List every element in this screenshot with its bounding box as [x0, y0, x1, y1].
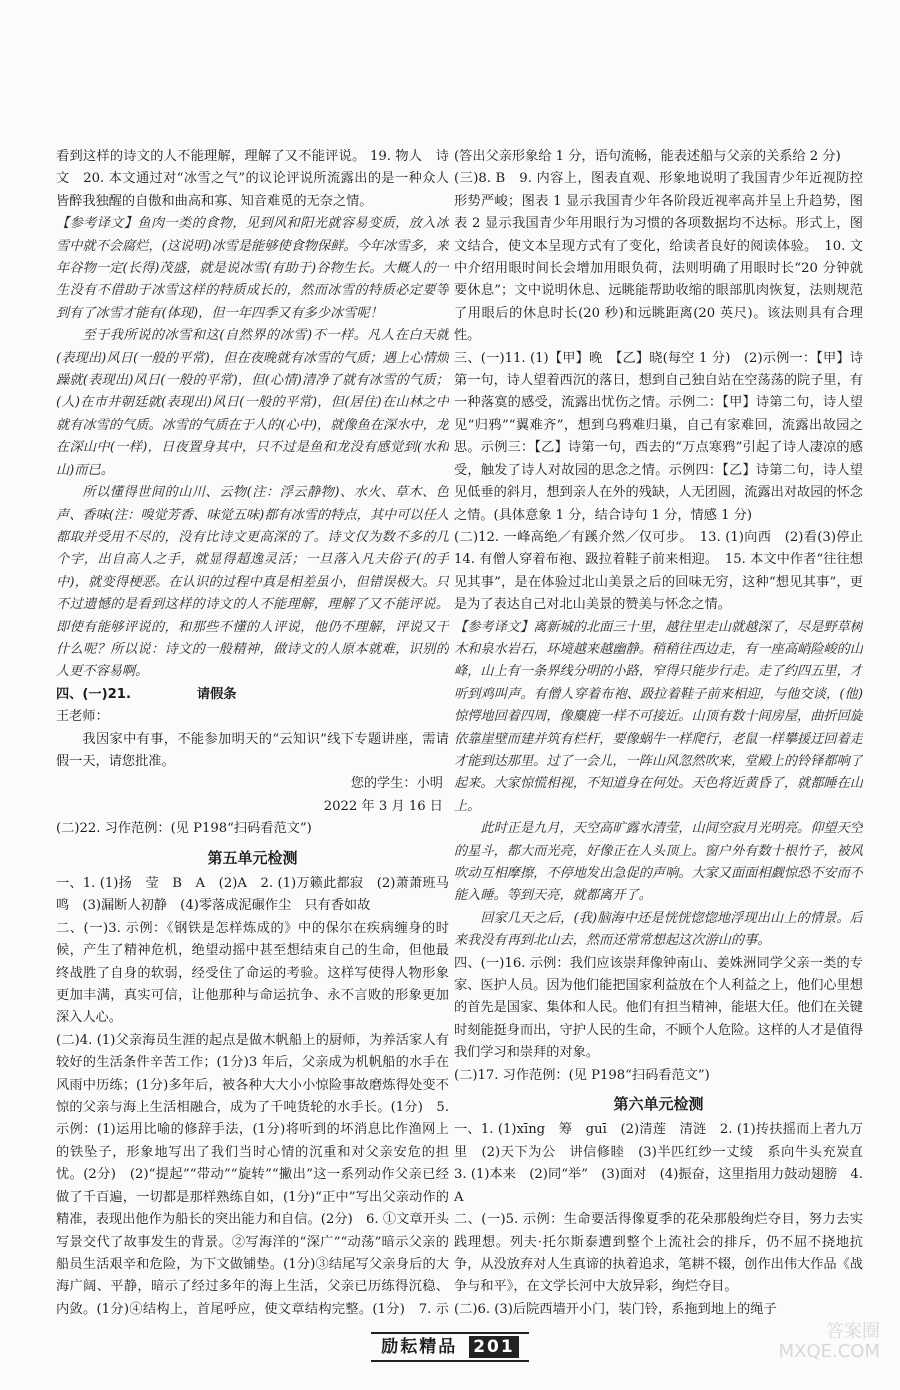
watermark-line1: 答案圈: [826, 1321, 880, 1342]
brand-box: [371, 1332, 528, 1362]
right-paragraph: 此时正是九月，天空高旷露水清莹，山间空寂月光明亮。仰望天空的星斗，都大而光亮，好像正在人头顶上。窗户外有数十根竹子，被风吹动互相摩擦，不停地发出急促的声响。大家又面面相觑惊恐不安而不能入睡。等到天亮，就都离开了。: [454, 821, 863, 904]
right-paragraph: 一、1. (1)xīng 筹 guī (2)清莲 清涟 2. (1)抟扶摇而上者九万里 (2)天下为公 讲信修睦 (3)半匹红纱一丈绫 系向牛头充炭直 3. (1)本来 (2)同“举” (3)面对 (4)振奋，这里指用力鼓动翅膀 4. A: [454, 1122, 863, 1205]
right-paragraph: (答出父亲形象给 1 分，语句流畅，能表述船与父亲的关系给 2 分): [454, 149, 841, 164]
right-paragraph: (二)12. 一峰高绝／有蹊介然／仅可步。 13. (1)向西 (2)看(3)停止 14. 有僧人穿着布袍、趿拉着鞋子前来相迎。 15. 本文中作者“往往想见其事”，是在体验过北山美景之后的回味无穷，这种“想见其事”，更是为了表达自己对北山美景的赞美与怀念之情。: [454, 529, 863, 613]
left-paragraph: 您的学生：小明: [350, 776, 443, 792]
brand-name: 励耘精品: [381, 1337, 458, 1357]
left-paragraph: 王老师：: [56, 709, 109, 725]
right-paragraph: 三、(一)11. (1)【甲】晚 【乙】晓(每空 1 分) (2)示例一：【甲】诗第一句，诗人望着西沉的落日，想到自己独自站在空荡荡的院子里，有一种落寞的感受，流露出忧伤之情。示例二：【甲】诗第二句，诗人望见“归鸦”“翼难齐”，想到乌鸦难归巢，自己有家难回，流露出故园之思。示例三：【乙】诗第一句，西去的“万点寒鸦”引起了诗人凄凉的感受，触发了诗人对故园的思念之情。示例四：【乙】诗第二句，诗人望见低垂的斜月，想到亲人在外的残缺，人无团圆，流露出对故园的怀念之情。(具体意象 1 分，结合诗句 1 分，情感 1 分): [454, 350, 863, 523]
right-paragraph: 二、(一)5. 示例：生命要活得像夏季的花朵那般绚烂夺目，努力去实践理想。列夫·托尔斯泰遭到整个上流社会的排斥，仍不屈不挠地抗争，从没放弃对人生真谛的执着追求，笔耕不辍，创作出伟大作品《战争与和平》，在文学长河中大放异彩，绚烂夺目。: [454, 1212, 863, 1295]
left-paragraph: 至于我所说的冰雪和这(自然界的冰雪)不一样。凡人在白天就(表现出)风日(一般的平常)，但在夜晚就有冰雪的气质；遇上心情烦躁就(表现出)风日(一般的平常)，但(心情)清净了就有冰雪的气质；(人)在市井朝廷就(表现出)风日(一般的平常)，但(居住)在山林之中就有冰雪的气质。冰雪的气质在于人的(心中)，就像鱼在深水中，龙在深山中(一样)，日夜置身其中，只不过是鱼和龙没有感觉到(水和山)而已。: [56, 328, 449, 478]
right-paragraph: 四、(一)16. 示例：我们应该崇拜像钟南山、姜姝洲同学父亲一类的专家、医护人员。因为他们能把国家利益放在个人利益之上，他们心里想的首先是国家、集体和人民。他们有担当精神，能堪大任。他们在关键时刻能挺身而出，守护人民的生命，不顾个人危险。这样的人才是值得我们学习和崇拜的对象。: [454, 955, 863, 1061]
left-paragraph: 第五单元检测: [207, 848, 298, 867]
watermark-logo: [690, 1322, 880, 1382]
left-paragraph: 二、(一)3. 示例：《钢铁是怎样炼成的》中的保尔在疾病缠身的时候，产生了精神危机，绝望动摇中甚至想结束自己的生命，但他最终战胜了自身的软弱，经受住了命运的考验。这样写使得人物形象更加丰满，真实可信，让他那种与命运抗争、永不言败的形象更加深入人心。: [56, 920, 449, 1026]
left-paragraph: 看到这样的诗文的人不能理解，理解了又不能评说。 19. 物人 诗文 20. 本文通过对“冰雪之气”的议论评说所流露出的是一种众人皆醉我独醒的自傲和曲高和寡、知音难觅的无奈之情。: [56, 149, 449, 209]
page-number: 201: [469, 1336, 519, 1358]
left-paragraph: 【参考译文】鱼肉一类的食物，见到风和阳光就容易变质，放入冰雪中就不会腐烂，(这说明)冰雪是能够使食物保鲜。今年冰雪多，来年谷物一定(长得)茂盛，就是说冰雪(有助于)谷物生长。大概人的一生没有不借助于冰雪这样的特质成长的，然而冰雪的特质必定要等到有了冰雪才能有(体现)，但一年四季又有多少冰雪呢！: [56, 216, 449, 321]
right-paragraph: (三)8. B 9. 内容上，图表直观、形象地说明了我国青少年近视防控形势严峻；图表 1 显示我国青少年各阶段近视率高并呈上升趋势，图表 2 显示我国青少年用眼行为习惯的各项数据均不达标。形式上，图文结合，使文本呈现方式有了变化，给读者良好的阅读体验。 10. 文中介绍用眼时间长会增加用眼负荷，法则明确了用眼时长“20 分钟就要休息”；文中说明休息、远眺能帮助收缩的眼部肌肉恢复，法则规范了用眼后的休息时长(20 秒)和远眺距离(20 英尺)。该法则具有合理性。: [454, 171, 863, 344]
left-paragraph: 四、(一)21. 请假条: [56, 686, 237, 702]
left-paragraph: (二)22. 习作范例：(见 P198“扫码看范文”): [56, 821, 312, 837]
right-column: [454, 146, 863, 1321]
left-paragraph: 我因家中有事，不能参加明天的“云知识”线下专题讲座，需请假一天，请您批准。: [56, 731, 449, 769]
right-paragraph: 回家几天之后，(我)脑海中还是恍恍惚惚地浮现出山上的情景。后来我没有再到北山去，然而还常常想起这次游山的事。: [454, 910, 863, 949]
left-paragraph: 2022 年 3 月 16 日: [323, 798, 443, 814]
right-paragraph: 【参考译文】离新城的北面三十里，越往里走山就越深了，尽是野草树木和泉水岩石，环境越来越幽静。稍稍往西边走，有一座高峭险峻的山峰，山上有一条界线分明的小路，窄得只能步行走。走了约四五里，才听到鸡叫声。有僧人穿着布袍、趿拉着鞋子前来相迎，与他交谈，(他)惊愕地回着四周，像麋鹿一样不可接近。山顶有数十间房屋，曲折回旋依靠崖壁而建并筑有栏杆，要像蜗牛一样爬行，老鼠一样攀援迂回着走才能到达那里。过了一会儿，一阵山风忽然吹来，堂殿上的铃铎都响了起来。大家惊慌相视，不知道身在何处。天色将近黄昏了，就都睡在山上。: [454, 619, 863, 814]
left-column: [56, 146, 449, 1321]
right-paragraph: (二)6. (3)后院西墙开小门，装门铃，系拖到地上的绳子: [454, 1301, 777, 1317]
left-paragraph: 所以懂得世间的山川、云物(注：浮云静物)、水火、草木、色声、香味(注：嗅觉芳香、味觉五味)都有冰雪的特点，其中可以任人都取并受用不尽的，没有比诗文更高深的了。诗文仅为数不多的几个字，出自高人之手，就显得超逸灵活；一旦落入凡夫俗子(的手中)，就变得梗恶。在认识的过程中真是相差虽小，但错误极大。只不过遗憾的是看到这样的诗文的人不能理解，理解了又不能评说。即使有能够评说的，和那些不懂的人评说，他仍不理解，评说又干什么呢？所以说：诗文的一般精神，做诗文的人原本就难，识别的人更不容易啊。: [56, 485, 449, 680]
right-paragraph: (二)17. 习作范例：(见 P198“扫码看范文”): [454, 1067, 710, 1083]
right-paragraph: 第六单元检测: [613, 1095, 704, 1114]
left-paragraph: 一、1. (1)扬 莹 B A (2)A 2. (1)万籁此都寂 (2)萧萧班马鸣 (3)漏断人初静 (4)零落成泥碾作尘 只有香如故: [56, 876, 449, 914]
left-paragraph: (二)4. (1)父亲海员生涯的起点是做木帆船上的厨师，为养活家人有较好的生活条件辛苦工作；(1分)3 年后，父亲成为机帆船的水手在风雨中历练；(1分)多年后，被各种大大小小惊险事故磨炼得处变不惊的父亲与海上生活相融合，成为了千吨货轮的水手长。(1分) 5. 示例：(1)运用比喻的修辞手法，(1分)将听到的坏消息比作渔网上的铁坠子，形象地写出了我们当时心情的沉重和对父亲安危的担忧。(2分) (2)“提起”“带动”“旋转”“撇出”这一系列动作父亲已经做了千百遍，一切都是那样熟练自如，(1分)“正中”写出父亲动作的精准，表现出他作为船长的突出能力和自信。(2分) 6. ①文章开头写景交代了故事发生的背景。②写海洋的“深广”“动荡”暗示父亲的船员生活艰辛和危险，为下文做铺垫。(1分)③结尾写父亲身后的大海广阔、平静，暗示了经过多年的海上生活，父亲已历练得沉稳、内敛。(1分)④结构上，首尾呼应，使文章结构完整。(1分) 7. 示: [56, 1032, 449, 1317]
watermark-line2: MXQE.COM: [778, 1341, 880, 1362]
